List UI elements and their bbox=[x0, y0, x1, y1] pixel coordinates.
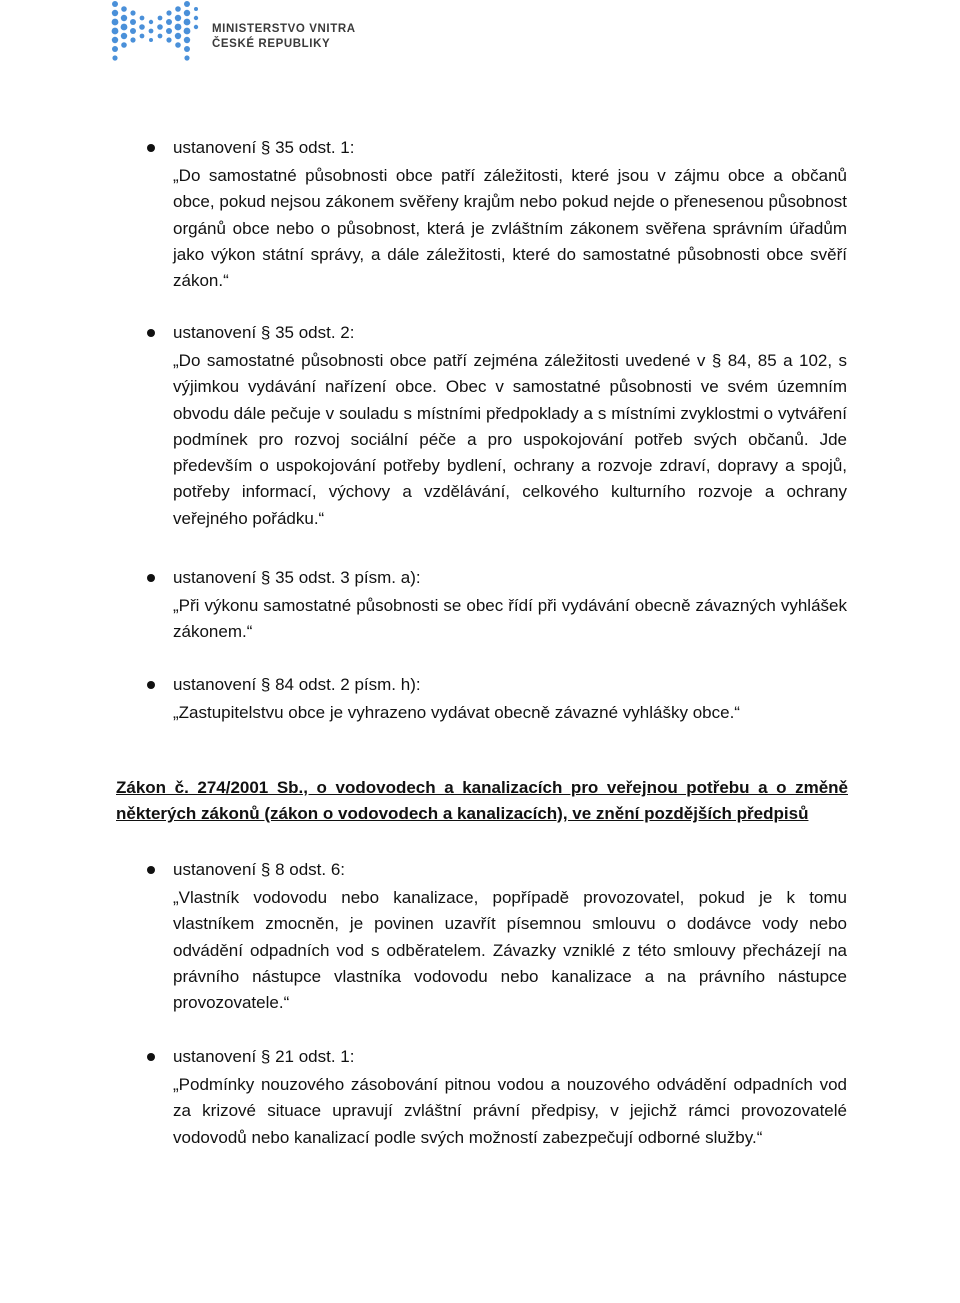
bullet-icon bbox=[147, 681, 155, 689]
provision-quote: „Při výkonu samostatné působnosti se obec řídí při vydávání obecně závazných vyhlášek zákonem.“ bbox=[173, 596, 847, 642]
provision-label: ustanovení § 35 odst. 2: bbox=[173, 323, 355, 342]
provision-quote: „Vlastník vodovodu nebo kanalizace, popřípadě provozovatel, pokud je k tomu vlastníkem zmocněn, je povinen uzavřít písemnou smlouvu o dodávce vody nebo odvádění odpadních vod s odběratelem. Závazky vzniklé z této smlouvy přecházejí na právního nástupce vlastníka vodovodu nebo kanalizace a na právního nástupce provozovatele.“ bbox=[173, 888, 847, 1013]
provision-quote: „Do samostatné působnosti obce patří záležitosti, které jsou v zájmu obce a občanů obce, pokud nejsou zákonem svěřeny krajům nebo pokud nejde o přenesenou působnost orgánů obce nebo o působnost, která je zvláštním zákonem svěřena správním úřadům jako výkon státní správy, a dále záležitosti, které do samostatné působnosti obce svěří zákon.“ bbox=[173, 166, 847, 291]
bullet-icon bbox=[147, 574, 155, 582]
ministry-logo bbox=[111, 0, 356, 64]
provision-label: ustanovení § 84 odst. 2 písm. h): bbox=[173, 675, 421, 694]
provision-label: ustanovení § 35 odst. 3 písm. a): bbox=[173, 568, 421, 587]
logo-line-1: MINISTERSTVO VNITRA bbox=[212, 23, 356, 35]
logo-line-2: ČESKÉ REPUBLIKY bbox=[212, 38, 331, 50]
logo-text bbox=[212, 22, 356, 52]
provision-quote: „Podmínky nouzového zásobování pitnou vodou a nouzového odvádění odpadních vod za krizové situace upravují zvláštní právní předpisy, v jejichž rámci provozovatelé vodovodů nebo kanalizací podle svých možností zabezpečují odborné služby.“ bbox=[173, 1075, 847, 1147]
bullet-icon bbox=[147, 866, 155, 874]
provision-label: ustanovení § 21 odst. 1: bbox=[173, 1047, 355, 1066]
provision-quote: „Zastupitelstvu obce je vyhrazeno vydávat obecně závazné vyhlášky obce.“ bbox=[173, 703, 740, 722]
bullet-icon bbox=[147, 1053, 155, 1061]
law-title: Zákon č. 274/2001 Sb., o vodovodech a kanalizacích pro veřejnou potřebu a o změně některých zákonů (zákon o vodovodech a kanalizacích), ve znění pozdějších předpisů bbox=[116, 778, 848, 823]
ministry-dot-logo-icon bbox=[111, 0, 203, 64]
bullet-icon bbox=[147, 144, 155, 152]
provision-label: ustanovení § 35 odst. 1: bbox=[173, 138, 355, 157]
provision-quote: „Do samostatné působnosti obce patří zejména záležitosti uvedené v § 84, 85 a 102, s výjimkou vydávání nařízení obce. Obec v samostatné působnosti ve svém územním obvodu dále pečuje v souladu s místními předpoklady a s místními zvyklostmi o vytváření podmínek pro rozvoj sociální péče a pro uspokojování potřeb svých občanů. Jde především o uspokojování potřeby bydlení, ochrany a rozvoje zdraví, dopravy a spojů, potřeby informací, výchovy a vzdělávání, celkového kulturního rozvoje a ochrany veřejného pořádku.“ bbox=[173, 351, 847, 528]
provision-label: ustanovení § 8 odst. 6: bbox=[173, 860, 346, 879]
bullet-icon bbox=[147, 329, 155, 337]
